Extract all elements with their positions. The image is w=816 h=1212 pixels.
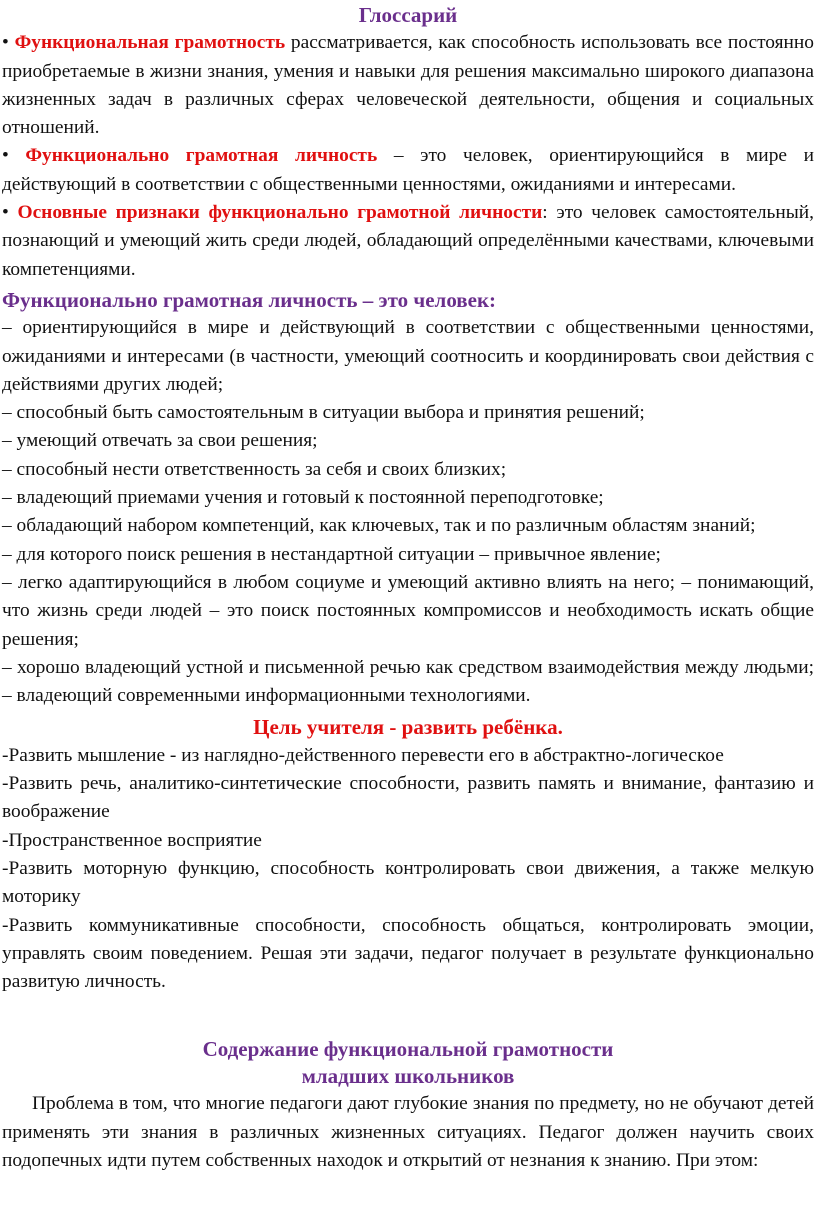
section2-heading: Цель учителя - развить ребёнка.	[253, 715, 563, 740]
list-item: -Развить речь, аналитико-синтетические способности, развить память и внимание, фантазию и воображение	[2, 773, 814, 823]
list-item: -Развить моторную функцию, способность контролировать свои движения, а также мелкую моторику	[2, 857, 814, 908]
list-item: -Пространственное восприятие	[2, 829, 262, 851]
glossary-item-1	[2, 29, 814, 142]
bullet: •	[2, 202, 18, 224]
bullet: •	[2, 145, 26, 167]
document-page	[0, 1, 816, 1212]
glossary-term: Функционально грамотная личность	[25, 145, 378, 167]
list-item: – способный нести ответственность за себя и своих близких;	[2, 458, 507, 480]
list-item: – владеющий приемами учения и готовый к постоянной переподготовке;	[2, 487, 604, 509]
glossary-definition: рассматривается, как способность использовать все постоянно приобретаемые в жизни знания, умения и навыки для решения максимально широкого диапазона жизненных задач в различных сферах человеческой деятельности, общения и социальных отношений.	[2, 32, 815, 139]
glossary-title: Глоссарий	[358, 3, 458, 27]
list-item: – легко адаптирующийся в любом социуме и умеющий активно влиять на него; – понимающий, что жизнь среди людей – это поиск постоянных компромиссов и необходимость искать общие решения;	[2, 571, 814, 650]
list-item: – для которого поиск решения в нестандартной ситуации – привычное явление;	[2, 543, 661, 565]
list-item: – умеющий отвечать за свои решения;	[2, 430, 318, 452]
list-item: -Развить мышление - из наглядно-действенного перевести его в абстрактно-логическое	[2, 744, 724, 766]
list-item: -Развить коммуникативные способности, способность общаться, контролировать эмоции, управлять своим поведением. Решая эти задачи, педагог получает в результате функционально развитую личность.	[2, 914, 814, 993]
list-item: – способный быть самостоятельным в ситуации выбора и принятия решений;	[2, 402, 645, 424]
glossary-item-3	[2, 199, 814, 284]
list-item: – обладающий набором компетенций, как ключевых, так и по различным областям знаний;	[2, 515, 756, 537]
section3-paragraph: Проблема в том, что многие педагоги дают глубокие знания по предмету, но не обучают детей применять эти знания в различных жизненных ситуациях. Педагог должен научить своих подопечных идти путем собственных находок и открытий от незнания к знанию. При этом:	[2, 1093, 814, 1171]
glossary-definition: – это человек, ориентирующийся в мире и действующий в соответствии с общественными ценностями, ожиданиями и интересами.	[2, 145, 814, 195]
glossary-item-2	[2, 142, 814, 199]
section3-heading-line1: Содержание функциональной грамотности	[202, 1037, 614, 1062]
bullet: •	[2, 32, 15, 54]
list-item: – ориентирующийся в мире и действующий в соответствии с общественными ценностями, ожиданиями и интересами (в частности, умеющий соотносить и координировать свои действия с действиями других людей;	[2, 317, 814, 395]
glossary-definition: : это человек самостоятельный, познающий и умеющий жить среди людей, обладающий определёнными качествами, ключевыми компетенциями.	[2, 202, 814, 280]
glossary-term: Основные признаки функционально грамотной личности	[17, 202, 543, 224]
glossary-term: Функциональная грамотность	[14, 32, 286, 54]
section3-heading-line2: младших школьников	[301, 1064, 515, 1089]
section1-heading: Функционально грамотная личность – это человек:	[2, 287, 497, 312]
list-item: – хорошо владеющий устной и письменной речью как средством взаимодействия между людьми; – владеющий современными информационными технологиями.	[2, 656, 814, 707]
